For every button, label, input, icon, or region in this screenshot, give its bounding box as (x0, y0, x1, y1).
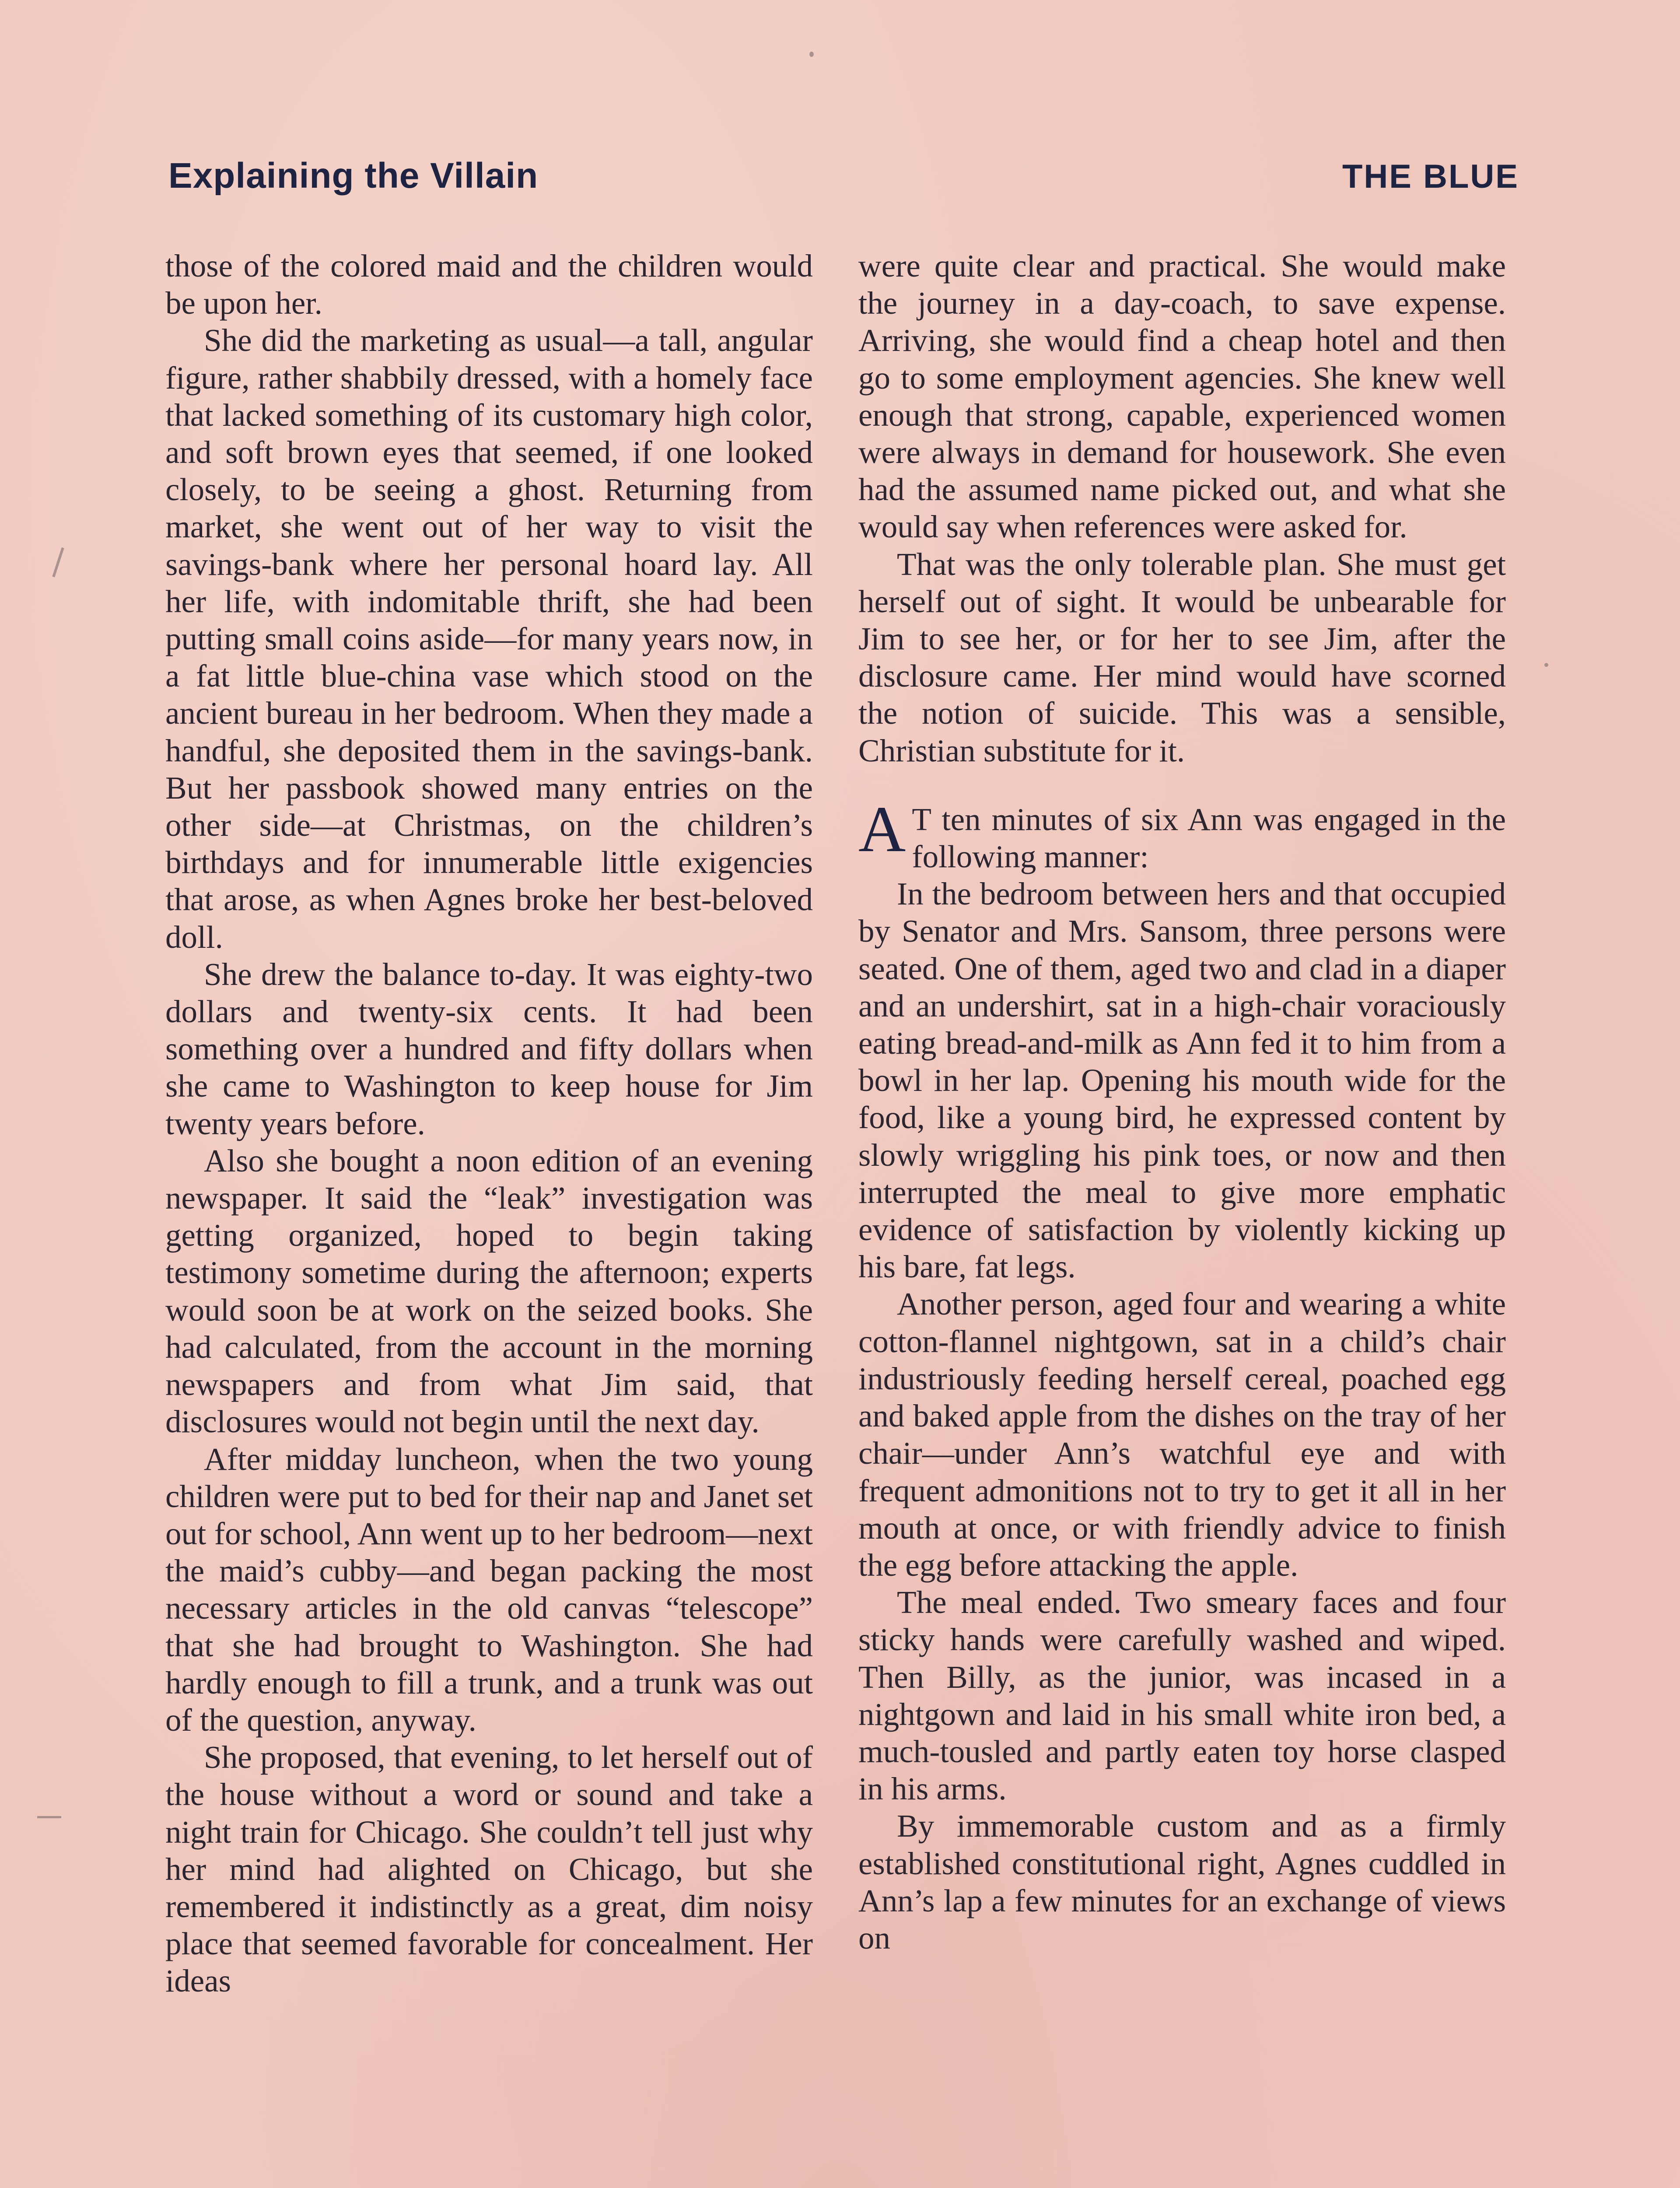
paragraph: In the bedroom between hers and that occupied by Senator and Mrs. Sansom, three persons were seated. One of them, aged two and clad in a diaper and an undershirt, sat in a high-chair voraciously eating bread-and-milk as Ann fed it to him from a bowl in her lap. Opening his mouth wide for the food, like a young bird, he expressed content by slowly wriggling his pink toes, or now and then interrupted the meal to give more emphatic evidence of satisfaction by violently kicking up his bare, fat legs. (858, 876, 1506, 1285)
section-opening-paragraph (858, 792, 1506, 875)
paragraph: Also she bought a noon edition of an evening newspaper. It said the “leak” investigation was getting organized, hoped to begin taking testimony sometime during the afternoon; experts would soon be at work on the seized books. She had calculated, from the account in the morning newspapers and from what Jim said, that disclosures would not begin until the next day. (165, 1143, 813, 1440)
paragraph: By immemorable custom and as a firmly established constitutional right, Agnes cuddled in Ann’s lap a few minutes for an exchange of views on (858, 1808, 1506, 1956)
paper-speck (809, 52, 814, 57)
paragraph: She drew the balance to-day. It was eighty-two dollars and twenty-six cents. It had been something over a hundred and fifty dollars when she came to Washington to keep house for Jim twenty years before. (165, 956, 813, 1141)
paper-speck (52, 547, 64, 577)
paragraph: were quite clear and practical. She would make the journey in a day-coach, to save expense. Arriving, she would find a cheap hotel and then go to some employment agencies. She knew well enough that strong, capable, experienced women were always in demand for housework. She even had the assumed name picked out, and what she would say when references were asked for. (858, 248, 1506, 545)
paper-speck (37, 1816, 61, 1818)
running-head-title: Explaining the Villain (168, 156, 539, 196)
paragraph: After midday luncheon, when the two young children were put to bed for their nap and Janet set out for school, Ann went up to her bedroom—next the maid’s cubby—and began packing the most necessary articles in the old canvas “telescope” that she had brought to Washington. She had hardly enough to fill a trunk, and a trunk was out of the question, anyway. (165, 1441, 813, 1738)
paragraph: That was the only tolerable plan. She must get herself out of sight. It would be unbearable for Jim to see her, or for her to see Jim, after the disclosure came. Her mind would have scorned the notion of suicide. This was a sensible, Christian substitute for it. (858, 546, 1506, 768)
paragraph: She did the marketing as usual—a tall, angular figure, rather shabbily dressed, with a homely face that lacked something of its customary high color, and soft brown eyes that seemed, if one looked closely, to be seeing a ghost. Returning from market, she went out of her way to visit the savings-bank where her personal hoard lay. All her life, with indomitable thrift, she had been putting small coins aside—for many years now, in a fat little blue-china vase which stood on the ancient bureau in her bedroom. When they made a handful, she deposited them in the savings-bank. But her passbook showed many entries on the other side—at Christmas, on the children’s birthdays and for innumerable little exigencies that arose, as when Agnes broke her best-beloved doll. (165, 323, 813, 955)
right-column (858, 247, 1506, 1957)
left-column (165, 247, 813, 2000)
paper-speck (1544, 663, 1548, 667)
section-break (858, 769, 1506, 801)
paragraph: Another person, aged four and wearing a white cotton-flannel nightgown, sat in a child’s chair industriously feeding herself cereal, poached egg and baked apple from the dishes on the tray of her chair—under Ann’s watchful eye and with frequent admonitions not to try to get it all in her mouth at once, or with friendly advice to finish the egg before attacking the apple. (858, 1286, 1506, 1583)
paragraph: those of the colored maid and the children would be upon her. (165, 248, 813, 321)
section-opening-text: T ten minutes of six Ann was engaged in the following manner: (912, 801, 1506, 875)
drop-cap: A (858, 792, 906, 866)
paragraph: The meal ended. Two smeary faces and four sticky hands were carefully washed and wiped. Then Billy, as the junior, was incased in a nightgown and laid in his small white iron bed, a much-tousled and partly eaten toy horse clasped in his arms. (858, 1585, 1506, 1807)
running-head-magazine: THE BLUE (1342, 158, 1519, 195)
paragraph: She proposed, that evening, to let herself out of the house without a word or sound and take a night train for Chicago. She couldn’t tell just why her mind had alighted on Chicago, but she remembered it indistinctly as a great, dim noisy place that seemed favorable for concealment. Her ideas (165, 1739, 813, 1999)
